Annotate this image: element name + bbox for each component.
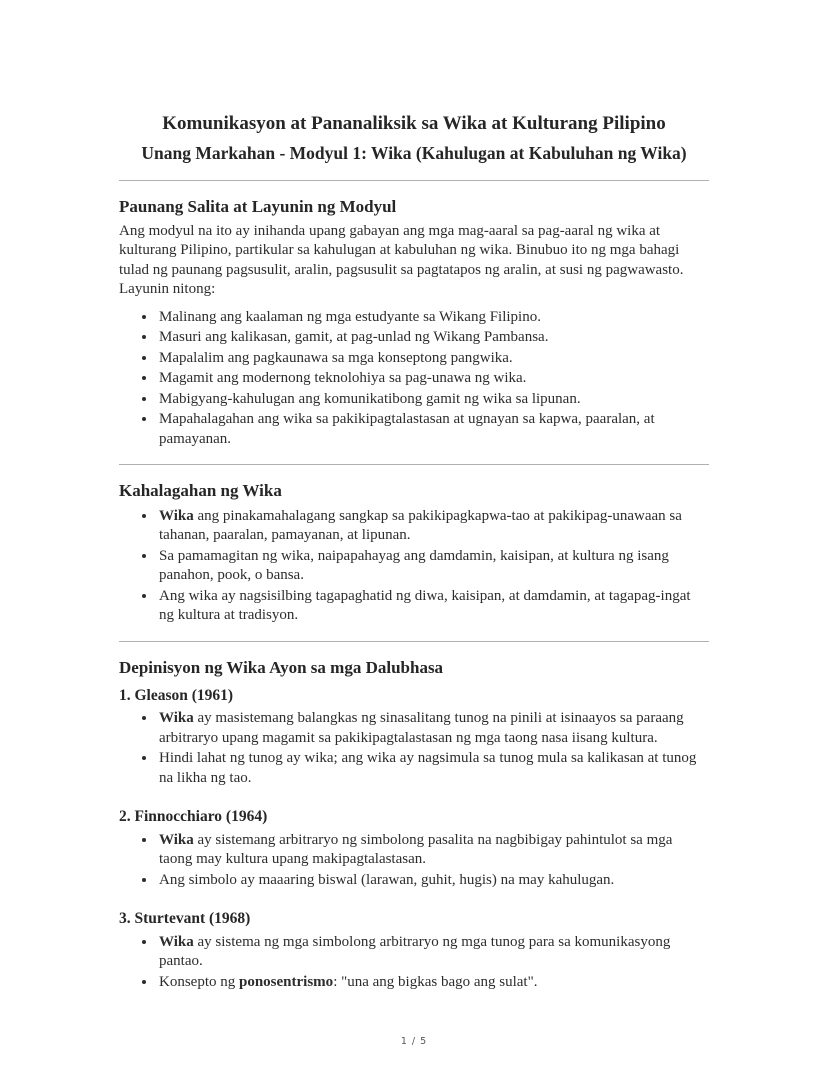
subsection-gleason	[119, 686, 709, 788]
subsection-sturtevant	[119, 909, 709, 992]
definition-list	[119, 933, 709, 993]
document-subtitle: Unang Markahan - Modyul 1: Wika (Kahulugan at Kabuluhan ng Wika)	[141, 142, 687, 163]
list-item: • Ang wika ay nagsisilbing tagapaghatid ng diwa, kaisipan, at damdamin, at tagapag-ingat ng kultura at tradisyon.	[157, 587, 709, 626]
document-content	[119, 0, 709, 992]
list-item: • Wika ay sistemang arbitraryo ng simbolong pasalita na nagbibigay pahintulot sa mga taong may kultura upang makipagtalastasan.	[157, 831, 709, 870]
list-item: • Wika ay masistemang balangkas ng sinasalitang tunog na pinili at isinaayos sa paraang arbitraryo upang magamit sa pakikipagtalastasan ng mga taong nasa iisang kultura.	[157, 709, 709, 748]
importance-list	[119, 507, 709, 626]
list-item: • Konsepto ng ponosentrismo: "una ang bigkas bago ang sulat".	[157, 973, 709, 993]
list-item: • Malinang ang kaalaman ng mga estudyante sa Wikang Filipino.	[157, 308, 709, 328]
list-item: • Mapahalagahan ang wika sa pakikipagtalastasan at ugnayan sa kapwa, paaralan, at pamayanan.	[157, 410, 709, 449]
section-divider	[119, 464, 709, 465]
subsection-finnocchiaro	[119, 807, 709, 890]
section-heading: Kahalagahan ng Wika	[119, 481, 282, 501]
subsection-heading: 1. Gleason (1961)	[119, 686, 234, 704]
list-item: • Wika ang pinakamahalagang sangkap sa pakikipagkapwa-tao at pakikipag-unawaan sa tahanan, paaralan, pamayanan, at lipunan.	[157, 507, 709, 546]
section-heading: Depinisyon ng Wika Ayon sa mga Dalubhasa	[119, 657, 444, 677]
list-item: • Masuri ang kalikasan, gamit, at pag-unlad ng Wikang Pambansa.	[157, 328, 709, 348]
section-divider	[119, 641, 709, 642]
page-indicator: 1 / 5	[400, 1036, 428, 1047]
section-paunang-salita	[119, 196, 709, 450]
section-heading: Paunang Salita at Layunin ng Modyul	[119, 196, 397, 216]
list-item: • Magamit ang modernong teknolohiya sa pag-unawa ng wika.	[157, 369, 709, 389]
subsection-heading: 3. Sturtevant (1968)	[119, 910, 251, 928]
intro-paragraph: Ang modyul na ito ay inihanda upang gabayan ang mga mag-aaral sa pag-aaral ng wika at kulturang Pilipino, partikular sa kahulugan at kabuluhan ng wika. Binubuo ito ng mga bahagi tulad ng paunang pagsusulit, aralin, pagsusulit sa pagtatapos ng aralin, at susi ng pagwawasto. Layunin nitong:	[119, 222, 684, 298]
objectives-list	[119, 308, 709, 450]
list-item: • Hindi lahat ng tunog ay wika; ang wika ay nagsimula sa tunog mula sa kalikasan at tunog na likha ng tao.	[157, 749, 709, 788]
document-header	[119, 112, 709, 165]
list-item: • Ang simbolo ay maaaring biswal (larawan, guhit, hugis) na may kahulugan.	[157, 871, 709, 891]
list-item: • Mapalalim ang pagkaunawa sa mga konseptong pangwika.	[157, 349, 709, 369]
section-divider	[119, 180, 709, 181]
definition-list	[119, 709, 709, 788]
document-title: Komunikasyon at Pananaliksik sa Wika at Kulturang Pilipino	[162, 113, 666, 134]
list-item: • Wika ay sistema ng mga simbolong arbitraryo ng mga tunog para sa komunikasyong pantao.	[157, 933, 709, 972]
section-depinisyon	[119, 657, 709, 992]
definition-list	[119, 831, 709, 891]
list-item: • Mabigyang-kahulugan ang komunikatibong gamit ng wika sa lipunan.	[157, 390, 709, 410]
list-item: • Sa pamamagitan ng wika, naipapahayag ang damdamin, kaisipan, at kultura ng isang panahon, pook, o bansa.	[157, 547, 709, 586]
subsection-heading: 2. Finnocchiaro (1964)	[119, 808, 268, 826]
section-kahalagahan	[119, 480, 709, 625]
